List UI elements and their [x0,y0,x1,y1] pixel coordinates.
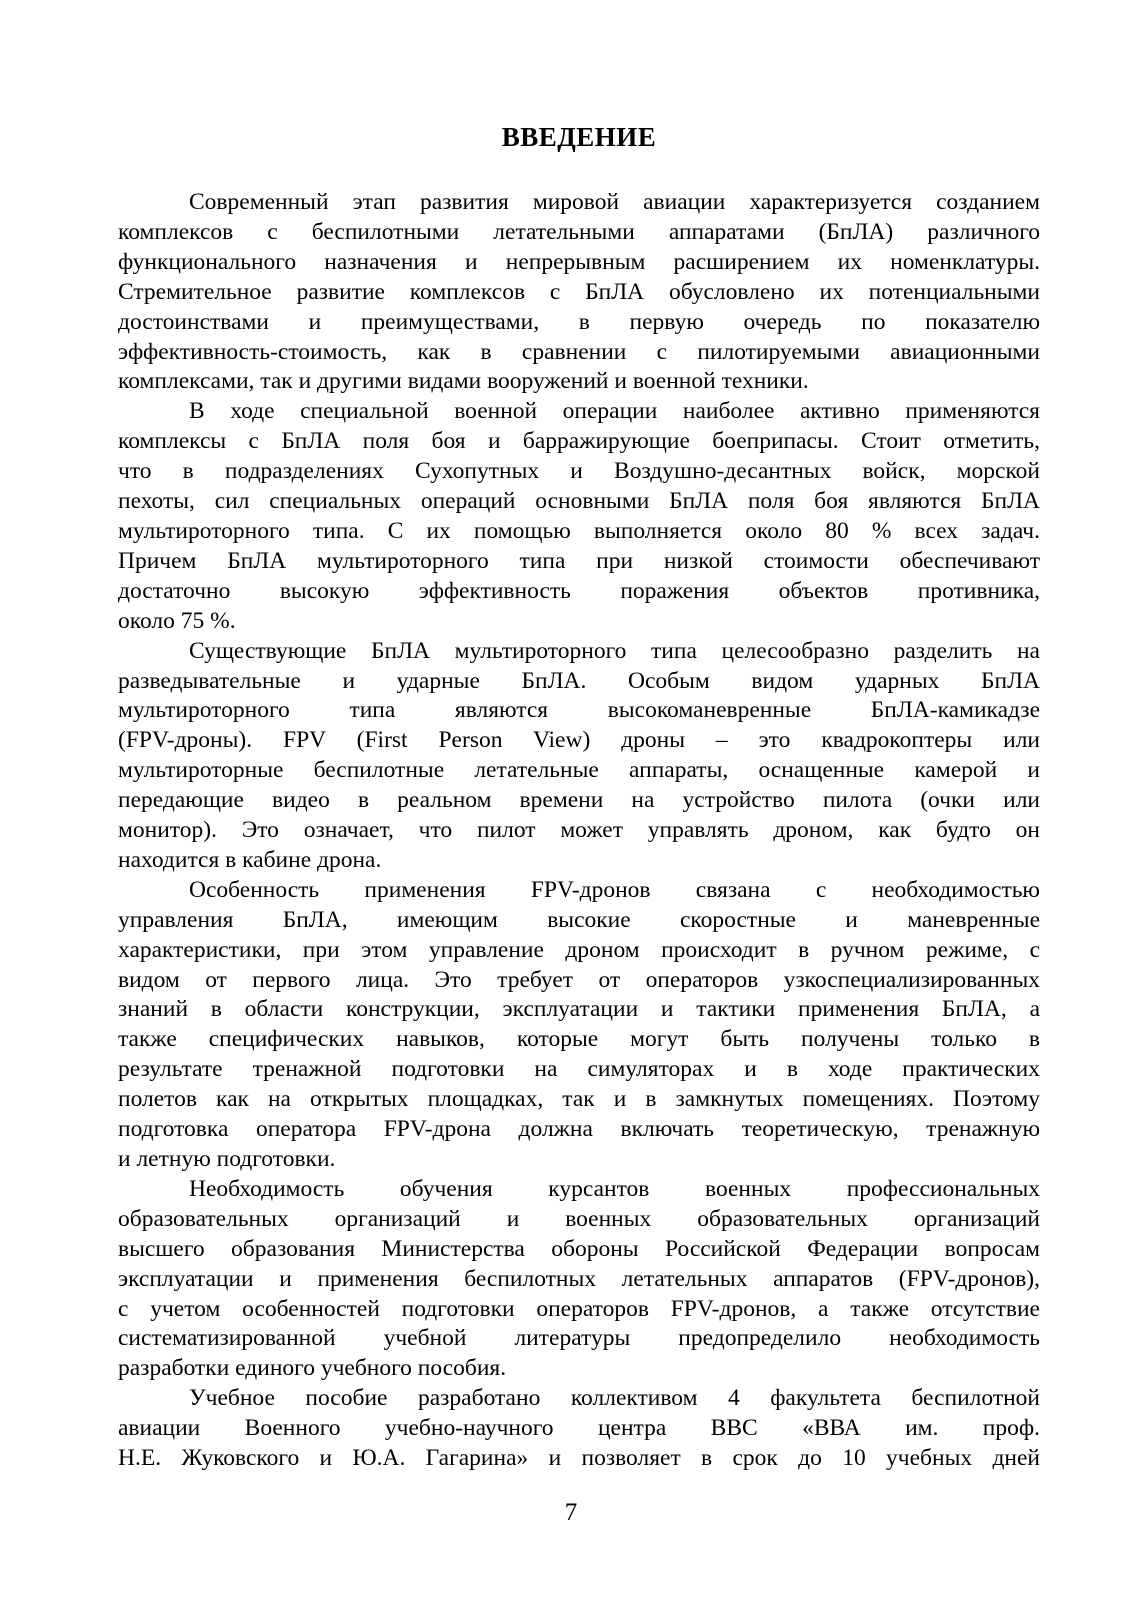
text-line: эффективность-стоимость, как в сравнении с пилотируемыми авиационными [118,338,1040,365]
text-line: результате тренажной подготовки на симуляторах и в ходе практических [118,1056,1040,1083]
text-line: Существующие БпЛА мультироторного типа целесообразно разделить на [189,637,1040,664]
text-line: комплексами, так и другими видами вооружений и военной техники. [118,368,809,395]
text-line: авиации Военного учебно-научного центра ВВС «ВВА им. проф. [118,1415,1040,1442]
text-line: мультироторные беспилотные летательные аппараты, оснащенные камерой и [118,757,1040,784]
text-line: мультироторного типа являются высокоманевренные БпЛА-камикадзе [118,697,1040,724]
text-line: Современный этап развития мировой авиации характеризуется созданием [189,189,1040,215]
text-line: Н.Е. Жуковского и Ю.А. Гагарина» и позволяет в срок до 10 учебных дней [118,1445,1040,1472]
text-line: и летную подготовки. [118,1146,336,1172]
text-line: подготовка оператора FPV-дрона должна включать теоретическую, тренажную [118,1116,1040,1143]
page-title: ВВЕДЕНИЕ [501,122,657,152]
text-line: передающие видео в реальном времени на устройство пилота (очки или [118,787,1040,814]
page-number: 7 [564,1499,578,1526]
text-line: управления БпЛА, имеющим высокие скоростные и маневренные [118,906,1040,933]
text-line: характеристики, при этом управление дроном происходит в ручном режиме, с [118,936,1040,963]
text-line: функционального назначения и непрерывным расширением их номенклатуры. [118,248,1040,275]
text-line: комплексы с БпЛА поля боя и барражирующие боеприпасы. Стоит отметить, [118,428,1040,455]
text-line: Причем БпЛА мультироторного типа при низкой стоимости обеспечивают [118,547,1040,574]
paragraph [118,188,1040,397]
paragraph [118,637,1040,876]
text-line: достоинствами и преимуществами, в первую очередь по показателю [118,308,1040,335]
text-line: В ходе специальной военной операции наиболее активно применяются [189,398,1040,425]
text-line: пехоты, сил специальных операций основными БпЛА поля боя являются БпЛА [118,488,1040,515]
paragraph [118,1175,1040,1384]
paragraph [118,876,1040,1175]
text-line: монитор). Это означает, что пилот может управлять дроном, как будто он [118,817,1040,844]
text-line: образовательных организаций и военных образовательных организаций [118,1205,1040,1232]
text-line: с учетом особенностей подготовки операторов FPV-дронов, а также отсутствие [118,1295,1040,1322]
text-line: разведывательные и ударные БпЛА. Особым видом ударных БпЛА [118,667,1040,694]
text-line: (FPV-дроны). FPV (First Person View) дроны – это квадрокоптеры или [118,727,1040,754]
text-line: около 75 %. [118,607,236,634]
text-line: систематизированной учебной литературы предопределило необходимость [118,1325,1040,1352]
document-body [118,188,1040,1474]
paragraph [118,397,1040,636]
text-line: комплексов с беспилотными летательными аппаратами (БпЛА) различного [118,218,1040,245]
text-line: разработки единого учебного пособия. [118,1355,507,1382]
text-line: что в подразделениях Сухопутных и Воздушно-десантных войск, морской [118,458,1040,485]
text-line: полетов как на открытых площадках, так и в замкнутых помещениях. Поэтому [118,1086,1040,1113]
text-line: также специфических навыков, которые могут быть получены только в [118,1026,1040,1053]
text-line: Учебное пособие разработано коллективом 4 факультета беспилотной [189,1385,1040,1412]
text-line: достаточно высокую эффективность поражения объектов противника, [118,577,1040,604]
text-line: эксплуатации и применения беспилотных летательных аппаратов (FPV-дронов), [118,1265,1040,1292]
text-line: высшего образования Министерства обороны Российской Федерации вопросам [118,1235,1040,1262]
document-text-block [118,122,1040,1474]
text-line: Необходимость обучения курсантов военных профессиональных [189,1175,1040,1202]
text-line: мультироторного типа. С их помощью выполняется около 80 % всех задач. [118,517,1040,544]
text-line: знаний в области конструкции, эксплуатации и тактики применения БпЛА, а [118,996,1040,1023]
paragraph [118,1384,1040,1474]
text-line: Стремительное развитие комплексов с БпЛА обусловлено их потенциальными [118,278,1040,305]
text-line: видом от первого лица. Это требует от операторов узкоспециализированных [118,966,1040,993]
text-line: находится в кабине дрона. [118,846,382,873]
text-line: Особенность применения FPV-дронов связана с необходимостью [189,876,1040,903]
